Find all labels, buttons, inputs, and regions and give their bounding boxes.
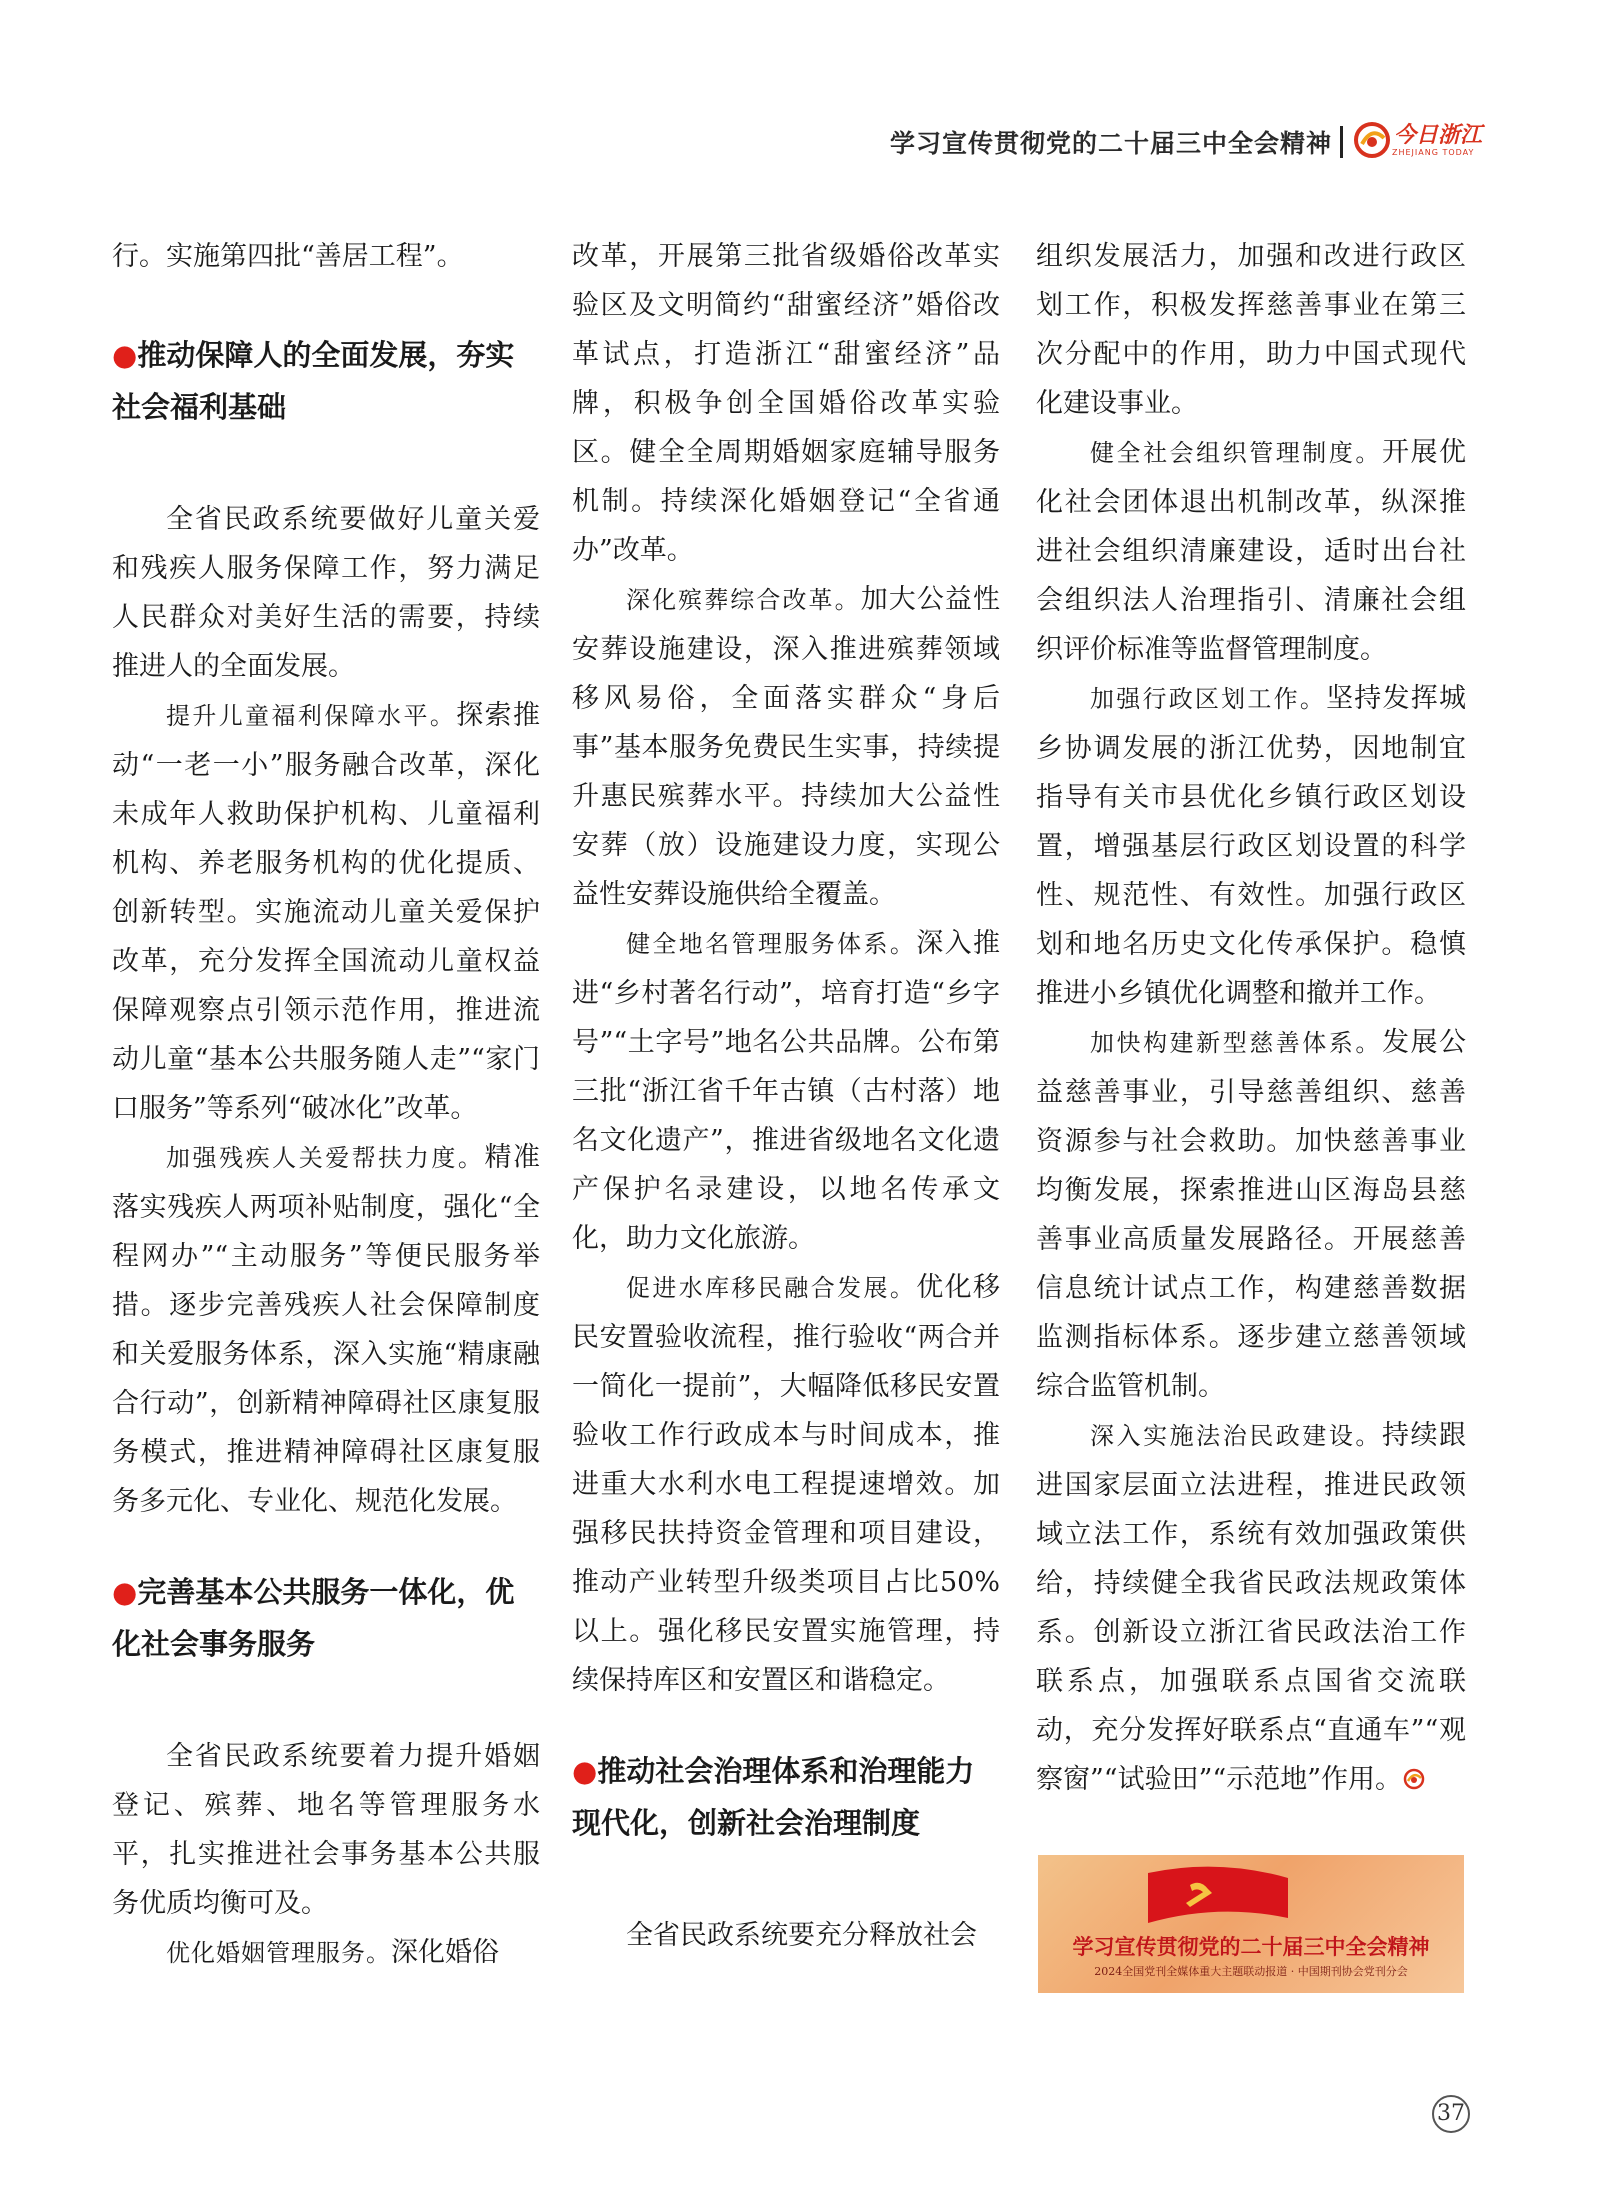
paragraph — [1036, 428, 1466, 674]
paragraph-text: 深化婚俗 — [391, 1937, 499, 1968]
section-heading — [572, 1745, 1000, 1849]
paragraph-keyword: 提升儿童福利保障水平。 — [166, 702, 457, 730]
party-flag-icon — [1138, 1863, 1298, 1933]
campaign-banner — [1038, 1855, 1464, 1993]
column-3 — [1036, 232, 1466, 1804]
paragraph-text: 开展优化社会团体退出机制改革，纵深推进社会组织清廉建设，适时出台社会组织法人治理指引、清廉社会组织评价标准等监督管理制度。 — [1036, 437, 1467, 665]
paragraph — [1036, 1018, 1466, 1411]
column-1 — [112, 232, 540, 1978]
logo-subtext: ZHEJIANG TODAY — [1392, 148, 1475, 157]
paragraph-text: 坚持发挥城乡协调发展的浙江优势，因地制宜指导有关市县优化乡镇行政区划设置，增强基层行政区划设置的科学性、规范性、有效性。加强行政区划和地名历史文化传承保护。稳慎推进小乡镇优化调整和撤并工作。 — [1036, 683, 1467, 1009]
bullet-dot-icon: ● — [572, 1754, 598, 1788]
section-heading-text: 推动社会治理体系和治理能力现代化，创新社会治理制度 — [572, 1754, 975, 1840]
bullet-dot-icon: ● — [112, 338, 138, 372]
section-heading — [112, 1566, 540, 1670]
section-heading — [112, 329, 540, 433]
paragraph: 组织发展活力，加强和改进行政区划工作，积极发挥慈善事业在第三次分配中的作用，助力中国式现代化建设事业。 — [1036, 241, 1466, 419]
section-heading-text: 推动保障人的全面发展，夯实社会福利基础 — [112, 338, 515, 424]
paragraph-text: 探索推动“一老一小”服务融合改革，深化未成年人救助保护机构、儿童福利机构、养老服务机构的优化提质、创新转型。实施流动儿童关爱保护改革，充分发挥全国流动儿童权益保障观察点引领示范作用，推进流动儿童“基本公共服务随人走”“家门口服务”等系列“破冰化”改革。 — [112, 700, 541, 1124]
page-header — [0, 118, 1600, 168]
paragraph-text: 持续跟进国家层面立法进程，推进民政领域立法工作，系统有效加强政策供给，持续健全我省民政法规政策体系。创新设立浙江省民政法治工作联系点，加强联系点国省交流联动，充分发挥好联系点“直通车”“观察窗”“试验田”“示范地”作用。 — [1036, 1420, 1467, 1795]
bullet-dot-icon: ● — [112, 1575, 138, 1609]
paragraph-text: 优化移民安置验收流程，推行验收“两合并一简化一提前”，大幅降低移民安置验收工作行政成本与时间成本，推进重大水利水电工程提速增效。加强移民扶持资金管理和项目建设，推动产业转型升级类项目占比50%以上。强化移民安置实施管理，持续保持库区和安置区和谐稳定。 — [572, 1272, 1001, 1696]
paragraph: 行。实施第四批“善居工程”。 — [112, 241, 464, 272]
paragraph-keyword: 加强残疾人关爱帮扶力度。 — [166, 1144, 485, 1172]
paragraph-keyword: 促进水库移民融合发展。 — [626, 1274, 917, 1302]
paragraph: 全省民政系统要做好儿童关爱和残疾人服务保障工作，努力满足人民群众对美好生活的需要，持续推进人的全面发展。 — [112, 504, 540, 682]
paragraph — [1036, 674, 1466, 1018]
page-number: 37 — [1432, 2095, 1470, 2133]
paragraph — [572, 919, 1000, 1263]
paragraph-keyword: 健全社会组织管理制度。 — [1090, 439, 1382, 467]
paragraph-text: 深入推进“乡村著名行动”，培育打造“乡字号”“土字号”地名公共品牌。公布第三批“浙江省千年古镇（古村落）地名文化遗产”，推进省级地名文化遗产保护名录建设，以地名传承文化，助力文化旅游。 — [572, 928, 1001, 1254]
paragraph-text: 加大公益性安葬设施建设，深入推进殡葬领域移风易俗，全面落实群众“身后事”基本服务免费民生实事，持续提升惠民殡葬水平。持续加大公益性安葬（放）设施建设力度，实现公益性安葬设施供给全覆盖。 — [572, 584, 1001, 910]
zhejiang-today-logo — [1352, 118, 1483, 164]
end-mark-logo-icon — [1402, 1767, 1426, 1791]
header-title: 学习宣传贯彻党的二十届三中全会精神 — [889, 129, 1332, 158]
paragraph: 全省民政系统要充分释放社会 — [626, 1920, 977, 1951]
paragraph-keyword: 深入实施法治民政建设。 — [1090, 1422, 1382, 1450]
paragraph-text: 发展公益慈善事业，引导慈善组织、慈善资源参与社会救助。加快慈善事业均衡发展，探索推进山区海岛县慈善事业高质量发展路径。开展慈善信息统计试点工作，构建慈善数据监测指标体系。逐步建立慈善领域综合监管机制。 — [1036, 1027, 1467, 1402]
paragraph — [112, 1928, 540, 1978]
paragraph-keyword: 加快构建新型慈善体系。 — [1090, 1029, 1382, 1057]
banner-subtitle: 2024全国党刊全媒体重大主题联动报道 · 中国期刊协会党刊分会 — [1094, 1965, 1408, 1978]
paragraph-keyword: 加强行政区划工作。 — [1090, 685, 1327, 713]
paragraph — [1036, 1411, 1466, 1804]
paragraph-keyword: 健全地名管理服务体系。 — [626, 930, 917, 958]
header-divider — [1340, 126, 1343, 158]
paragraph — [112, 691, 540, 1133]
section-heading-text: 完善基本公共服务一体化，优化社会事务服务 — [112, 1575, 515, 1661]
logo-swirl-icon — [1352, 120, 1392, 160]
logo-text: 今日浙江 — [1394, 122, 1483, 148]
paragraph-keyword: 深化殡葬综合改革。 — [626, 586, 861, 614]
paragraph — [112, 1133, 540, 1526]
paragraph-text: 精准落实残疾人两项补贴制度，强化“全程网办”“主动服务”等便民服务举措。逐步完善残疾人社会保障制度和关爱服务体系，深入实施“精康融合行动”，创新精神障碍社区康复服务模式，推进精神障碍社区康复服务多元化、专业化、规范化发展。 — [112, 1142, 541, 1517]
banner-title: 学习宣传贯彻党的二十届三中全会精神 — [1072, 1935, 1430, 1959]
column-2 — [572, 232, 1000, 1960]
paragraph-keyword: 优化婚姻管理服务。 — [166, 1939, 391, 1967]
paragraph — [572, 575, 1000, 919]
paragraph — [572, 1263, 1000, 1705]
paragraph: 改革，开展第三批省级婚俗改革实验区及文明简约“甜蜜经济”婚俗改革试点，打造浙江“甜蜜经济”品牌，积极争创全国婚俗改革实验区。健全全周期婚姻家庭辅导服务机制。持续深化婚姻登记“全省通办”改革。 — [572, 241, 1000, 566]
paragraph: 全省民政系统要着力提升婚姻登记、殡葬、地名等管理服务水平，扎实推进社会事务基本公共服务优质均衡可及。 — [112, 1741, 540, 1919]
